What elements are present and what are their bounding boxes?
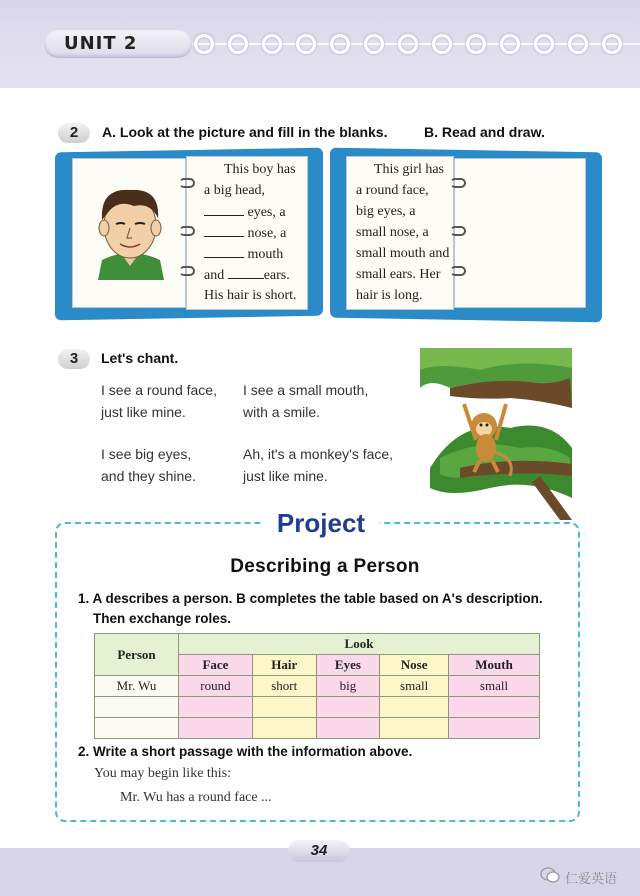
boy-text-line-4: nose, a [204, 225, 286, 242]
table-row-empty [95, 718, 540, 739]
chant-line: I see a round face, [101, 382, 217, 398]
table-header-nose: Nose [380, 655, 449, 676]
section2-heading-b: B. Read and draw. [424, 124, 545, 140]
empty-cell[interactable] [179, 697, 253, 718]
empty-cell[interactable] [449, 697, 540, 718]
table-row-empty [95, 697, 540, 718]
binding-ring [450, 266, 466, 276]
watermark: 仁爱英语 [565, 871, 618, 886]
table-header-eyes: Eyes [316, 655, 380, 676]
table-header-person: Person [95, 634, 179, 676]
girl-text-line-7: hair is long. [356, 288, 423, 303]
boy-text-line-5: mouth [204, 246, 283, 263]
boy-text-line-7: His hair is short. [204, 288, 297, 303]
begin-hint: You may begin like this: [94, 766, 232, 781]
empty-cell[interactable] [179, 718, 253, 739]
boy-text-line-1: This boy has [224, 162, 296, 177]
chant-line: just like mine. [243, 468, 328, 484]
empty-cell[interactable] [95, 697, 179, 718]
chant-line: just like mine. [101, 404, 186, 420]
empty-cell[interactable] [252, 718, 316, 739]
binding-ring [450, 178, 466, 188]
table-header-face: Face [179, 655, 253, 676]
empty-cell[interactable] [316, 718, 380, 739]
girl-text-line-3: big eyes, a [356, 204, 416, 219]
empty-cell[interactable] [449, 718, 540, 739]
empty-cell[interactable] [380, 697, 449, 718]
empty-cell[interactable] [95, 718, 179, 739]
blank-ears[interactable] [228, 267, 264, 279]
binding-ring [179, 178, 195, 188]
chant-line: I see a small mouth, [243, 382, 369, 398]
instruction-1-line-1: 1. A describes a person. B completes the table based on A's description. [78, 591, 543, 606]
example-sentence: Mr. Wu has a round face ... [120, 790, 272, 805]
section-number-3: 3 [58, 349, 90, 369]
empty-cell[interactable] [380, 718, 449, 739]
notebook-b-right-page [454, 158, 586, 308]
section3-heading: Let's chant. [101, 350, 179, 366]
binding-ring [179, 226, 195, 236]
table-header-look: Look [179, 634, 540, 655]
table-header-mouth: Mouth [449, 655, 540, 676]
project-subtitle: Describing a Person [230, 556, 420, 577]
boy-illustration [90, 182, 172, 280]
section2-heading-a: A. Look at the picture and fill in the blanks. [102, 124, 388, 140]
chant-line: Ah, it's a monkey's face, [243, 446, 394, 462]
table-cell: big [316, 676, 380, 697]
girl-text-line-1: This girl has [374, 162, 444, 177]
table-cell: small [449, 676, 540, 697]
section-number-2: 2 [58, 123, 90, 143]
empty-cell[interactable] [316, 697, 380, 718]
chant-line: and they shine. [101, 468, 196, 484]
table-cell: Mr. Wu [95, 676, 179, 697]
binding-ring [179, 266, 195, 276]
monkey-tree-illustration [420, 348, 572, 520]
page-number: 34 [310, 842, 328, 859]
girl-text-line-5: small mouth and [356, 246, 450, 261]
instruction-1-line-2: Then exchange roles. [93, 611, 232, 626]
decorative-rings [192, 32, 640, 56]
boy-text-line-3: eyes, a [204, 204, 286, 221]
table-cell: round [179, 676, 253, 697]
wechat-icon [540, 866, 560, 884]
empty-cell[interactable] [252, 697, 316, 718]
instruction-2: 2. Write a short passage with the information above. [78, 744, 413, 759]
unit-title: UNIT 2 [64, 33, 138, 54]
blank-nose[interactable] [204, 225, 244, 237]
table-cell: short [252, 676, 316, 697]
table-row [95, 676, 540, 697]
girl-text-line-6: small ears. Her [356, 267, 441, 282]
chant-line: I see big eyes, [101, 446, 192, 462]
project-title: Project [276, 508, 366, 538]
boy-text-line-2: a big head, [204, 183, 266, 198]
chant-line: with a smile. [243, 404, 321, 420]
blank-mouth[interactable] [204, 246, 244, 258]
girl-text-line-4: small nose, a [356, 225, 429, 240]
table-cell: small [380, 676, 449, 697]
girl-text-line-2: a round face, [356, 183, 429, 198]
look-table [94, 633, 540, 739]
binding-ring [450, 226, 466, 236]
boy-text-line-6: and ears. [204, 268, 290, 283]
blank-eyes[interactable] [204, 204, 244, 216]
table-header-hair: Hair [252, 655, 316, 676]
